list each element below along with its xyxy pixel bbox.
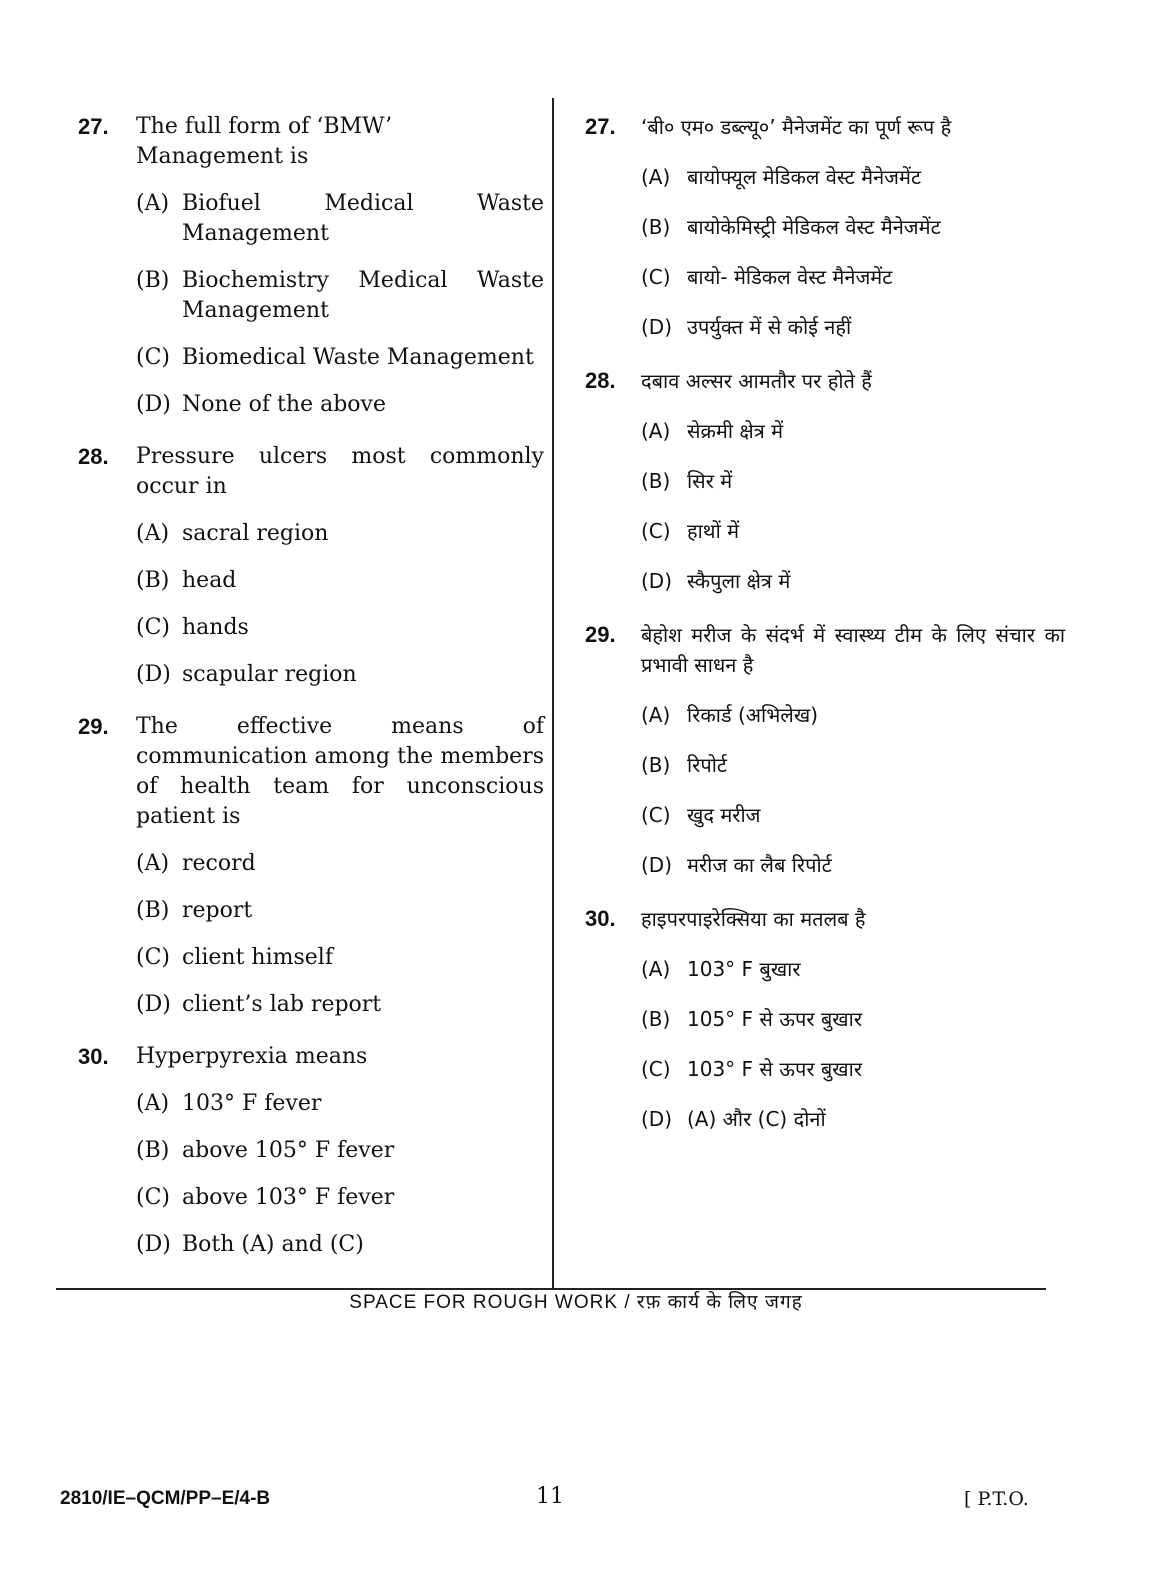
option-c	[136, 1183, 544, 1213]
option-c	[641, 800, 1065, 830]
question-27-hi	[585, 112, 1065, 342]
option-d	[641, 566, 1065, 596]
option-text: रिकार्ड (अभिलेख)	[687, 703, 819, 727]
option-c	[641, 262, 1065, 292]
option-text: scapular region	[182, 662, 357, 687]
option-label: (A)	[136, 851, 170, 876]
option-c	[641, 1054, 1065, 1084]
option-label: (A)	[641, 703, 671, 727]
option-label: (A)	[136, 1091, 170, 1116]
question-text: हाइपरपाइरेक्सिया का मतलब है	[641, 907, 866, 931]
option-label: (D)	[641, 315, 673, 339]
option-text: रिपोर्ट	[687, 753, 727, 777]
option-b	[641, 212, 1065, 242]
option-label: (C)	[641, 519, 671, 543]
option-label: (A)	[641, 165, 671, 189]
option-text: Both (A) and (C)	[182, 1232, 364, 1257]
question-number: 28.	[78, 444, 109, 469]
option-text: Biochemistry Medical Waste Management	[182, 268, 544, 323]
option-label: (D)	[641, 569, 673, 593]
option-label: (D)	[136, 662, 171, 687]
question-number: 27.	[78, 114, 109, 139]
option-label: (D)	[136, 392, 171, 417]
option-text: बायोफ्यूल मेडिकल वेस्ट मैनेजमेंट	[687, 165, 922, 189]
option-label: (B)	[136, 568, 170, 593]
option-label: (C)	[136, 945, 170, 970]
question-30-hi	[585, 904, 1065, 1134]
question-text: Pressure ulcers most commonly occur in	[136, 444, 544, 499]
option-text: (A) और (C) दोनों	[687, 1107, 826, 1131]
option-text: None of the above	[182, 392, 386, 417]
column-divider	[552, 98, 554, 1288]
option-d	[641, 850, 1065, 880]
option-d	[641, 1104, 1065, 1134]
question-text: बेहोश मरीज के संदर्भ में स्वास्थ्य टीम के लिए संचार का प्रभावी साधन है	[641, 623, 1065, 677]
question-29-en	[78, 712, 544, 1020]
option-d	[136, 990, 544, 1020]
option-d	[136, 660, 544, 690]
question-text: ‘बी० एम० डब्ल्यू०’ मैनेजमेंट का पूर्ण रूप है	[641, 115, 952, 139]
option-b	[136, 896, 544, 926]
option-text: सिर में	[687, 469, 733, 493]
option-c	[136, 343, 544, 373]
option-label: (C)	[641, 265, 671, 289]
question-number: 30.	[585, 906, 616, 931]
option-label: (B)	[641, 753, 671, 777]
question-27-en	[78, 112, 544, 420]
pto-label: [ P.T.O.	[964, 1488, 1029, 1510]
question-number: 27.	[585, 114, 616, 139]
option-label: (A)	[641, 957, 671, 981]
option-text: 103° F से ऊपर बुखार	[687, 1057, 863, 1081]
option-label: (C)	[641, 1057, 671, 1081]
option-text: खुद मरीज	[687, 803, 761, 827]
paper-code: 2810/IE–QCM/PP–E/4-B	[60, 1488, 271, 1509]
option-text: client’s lab report	[182, 992, 382, 1017]
question-number: 28.	[585, 368, 616, 393]
option-label: (B)	[136, 268, 170, 293]
option-label: (B)	[641, 1007, 671, 1031]
question-28-hi	[585, 366, 1065, 596]
english-column	[78, 112, 544, 1282]
option-label: (C)	[136, 615, 170, 640]
option-text: बायोकेमिस्ट्री मेडिकल वेस्ट मैनेजमेंट	[687, 215, 941, 239]
option-b	[641, 1004, 1065, 1034]
option-text: 105° F से ऊपर बुखार	[687, 1007, 863, 1031]
option-label: (D)	[641, 1107, 673, 1131]
option-d	[641, 312, 1065, 342]
question-number: 29.	[585, 622, 616, 647]
option-a	[136, 1089, 544, 1119]
option-b	[136, 1136, 544, 1166]
rough-work-label: SPACE FOR ROUGH WORK / रफ़ कार्य के लिए जगह	[349, 1292, 803, 1313]
option-a	[136, 849, 544, 879]
option-a	[641, 416, 1065, 446]
question-text: The effective means of communication among the members of health team for unconscious patient is	[136, 714, 544, 829]
option-text: record	[182, 851, 256, 876]
option-label: (A)	[641, 419, 671, 443]
option-text: हाथों में	[687, 519, 740, 543]
question-29-hi	[585, 620, 1065, 880]
question-30-en	[78, 1042, 544, 1260]
option-label: (A)	[136, 191, 170, 216]
option-label: (D)	[136, 1232, 171, 1257]
option-label: (C)	[136, 1185, 170, 1210]
option-label: (C)	[641, 803, 671, 827]
question-text: दबाव अल्सर आमतौर पर होते हैं	[641, 369, 872, 393]
option-text: above 103° F fever	[182, 1185, 395, 1210]
option-label: (D)	[641, 853, 673, 877]
hindi-column	[585, 112, 1065, 1158]
option-text: Biomedical Waste Management	[182, 345, 534, 370]
option-a	[641, 162, 1065, 192]
option-label: (B)	[136, 1138, 170, 1163]
option-d	[136, 390, 544, 420]
option-a	[136, 519, 544, 549]
option-text: hands	[182, 615, 249, 640]
option-label: (B)	[641, 469, 671, 493]
option-text: 103° F बुखार	[687, 957, 801, 981]
option-label: (A)	[136, 521, 170, 546]
option-text: client himself	[182, 945, 333, 970]
option-c	[136, 943, 544, 973]
option-b	[641, 466, 1065, 496]
question-number: 30.	[78, 1044, 109, 1069]
option-c	[641, 516, 1065, 546]
option-text: स्कैपुला क्षेत्र में	[687, 569, 791, 593]
option-text: बायो- मेडिकल वेस्ट मैनेजमेंट	[687, 265, 893, 289]
option-a	[641, 700, 1065, 730]
option-label: (C)	[136, 345, 170, 370]
option-text: 103° F fever	[182, 1091, 322, 1116]
option-text: report	[182, 898, 253, 923]
option-a	[136, 189, 544, 249]
option-b	[136, 566, 544, 596]
option-text: Biofuel Medical Waste Management	[182, 191, 544, 246]
option-text: sacral region	[182, 521, 329, 546]
option-b	[641, 750, 1065, 780]
option-text: head	[182, 568, 237, 593]
option-text: उपर्युक्त में से कोई नहीं	[687, 315, 852, 339]
question-number: 29.	[78, 714, 109, 739]
option-b	[136, 266, 544, 326]
option-label: (B)	[641, 215, 671, 239]
page-number: 11	[536, 1484, 564, 1509]
question-text: Hyperpyrexia means	[136, 1044, 368, 1069]
option-text: सेक्रमी क्षेत्र में	[687, 419, 784, 443]
option-text: above 105° F fever	[182, 1138, 395, 1163]
option-c	[136, 613, 544, 643]
option-label: (D)	[136, 992, 171, 1017]
option-a	[641, 954, 1065, 984]
option-text: मरीज का लैब रिपोर्ट	[687, 853, 832, 877]
option-d	[136, 1230, 544, 1260]
question-text: The full form of ‘BMW’ Management is	[136, 114, 393, 169]
question-28-en	[78, 442, 544, 690]
option-label: (B)	[136, 898, 170, 923]
